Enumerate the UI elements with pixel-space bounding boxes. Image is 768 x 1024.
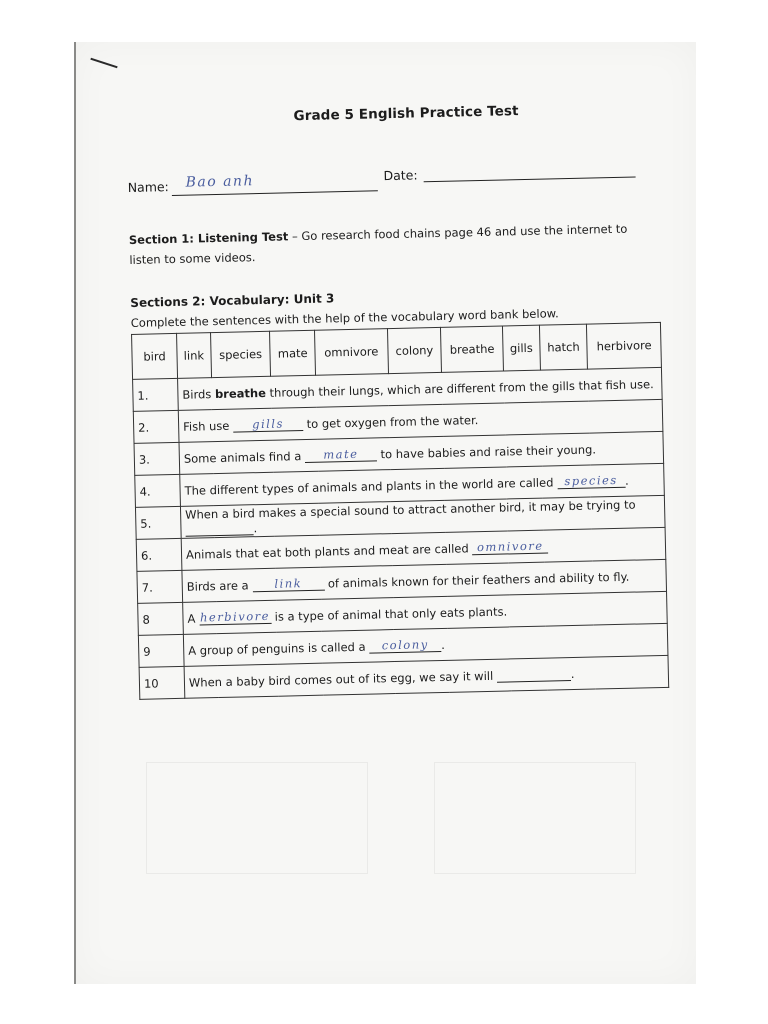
word-bank-cell: gills: [502, 325, 540, 371]
name-field[interactable]: [171, 170, 377, 196]
word-bank-cell: colony: [387, 327, 442, 373]
question-text-after: .: [441, 637, 446, 652]
section-1: [129, 218, 650, 270]
answer-blank[interactable]: [185, 520, 253, 537]
question-text-after: .: [253, 521, 258, 536]
question-text-before: Birds: [182, 386, 216, 402]
question-number: 9: [138, 634, 184, 667]
pen-mark: [90, 58, 117, 69]
answer-handwriting: colony: [381, 637, 429, 653]
question-text-before: When a baby bird comes out of its egg, we say it will: [188, 668, 498, 690]
question-text-after: through their lungs, which are different from the gills that fish use.: [265, 376, 654, 400]
question-number: 1.: [133, 378, 179, 411]
answer-blank[interactable]: [252, 576, 324, 593]
question-text-after: .: [624, 473, 629, 488]
answer-handwriting: herbivore: [199, 608, 271, 625]
word-bank-cell: mate: [270, 330, 316, 376]
question-text-before: A: [187, 611, 200, 626]
word-bank-cell: link: [177, 333, 212, 379]
answer-blank[interactable]: [497, 666, 571, 683]
worksheet-content: [126, 99, 699, 700]
question-text-before: Some animals find a: [183, 449, 306, 466]
name-label: Name:: [127, 179, 169, 195]
question-number: 10: [139, 666, 185, 699]
question-text-after: .: [570, 666, 575, 682]
question-number: 3.: [134, 442, 180, 475]
question-bold-word: breathe: [214, 385, 267, 401]
vocabulary-table: [131, 322, 669, 700]
question-text-before: Fish use: [182, 418, 234, 434]
instructions: Complete the sentences with the help of the vocabulary word bank below.: [130, 306, 559, 330]
show-through: [146, 762, 368, 874]
question-text-before: The different types of animals and plants in the world are called: [184, 475, 558, 498]
show-through: [434, 762, 636, 874]
answer-blank[interactable]: [233, 416, 303, 433]
date-field[interactable]: [423, 164, 635, 182]
answer-handwriting: gills: [251, 416, 285, 432]
word-bank-cell: species: [210, 331, 271, 377]
section-2-heading: Sections 2: Vocabulary: Unit 3: [130, 291, 335, 310]
date-label: Date:: [383, 167, 418, 184]
answer-blank[interactable]: [472, 539, 548, 556]
word-bank-cell: bird: [132, 333, 178, 379]
answer-blank[interactable]: [305, 446, 377, 463]
word-bank-cell: hatch: [539, 324, 588, 370]
page-title: Grade 5 English Practice Test: [293, 103, 519, 125]
word-bank-cell: omnivore: [315, 329, 389, 376]
worksheet-page: [74, 42, 696, 984]
question-text-before: Birds are a: [186, 578, 253, 594]
name-date-row: [127, 163, 687, 200]
answer-handwriting: mate: [323, 446, 359, 462]
section-1-heading: Section 1: Listening Test: [128, 229, 289, 247]
question-text-after: to have babies and raise their young.: [376, 442, 597, 462]
question-text-after: to get oxygen from the water.: [302, 413, 479, 432]
answer-blank[interactable]: [369, 637, 441, 654]
question-text-after: is a type of animal that only eats plants.: [270, 604, 508, 624]
question-number: 7.: [137, 570, 183, 603]
question-number: 6.: [136, 538, 182, 571]
section-1-text: – Go research food chains page 46 and use the internet to listen to some videos.: [129, 221, 628, 267]
question-number: 8: [138, 602, 184, 635]
question-text-before: A group of penguins is called a: [188, 639, 370, 658]
answer-handwriting: species: [564, 472, 618, 489]
question-number: 2.: [133, 410, 179, 443]
question-text-before: When a bird makes a special sound to attract another bird, it may be trying to: [184, 497, 636, 522]
word-bank-cell: herbivore: [587, 322, 662, 369]
word-bank-cell: breathe: [441, 326, 504, 372]
answer-handwriting: link: [274, 576, 303, 591]
answer-handwriting: omnivore: [476, 538, 544, 555]
question-text-after: of animals known for their feathers and ability to fly.: [324, 569, 630, 591]
question-text-before: Animals that eat both plants and meat are called: [185, 541, 473, 562]
answer-blank[interactable]: [199, 609, 271, 626]
question-number: 4.: [135, 474, 181, 507]
question-number: 5.: [135, 506, 181, 539]
name-value: Bao anh: [185, 173, 255, 191]
answer-blank[interactable]: [557, 473, 625, 490]
